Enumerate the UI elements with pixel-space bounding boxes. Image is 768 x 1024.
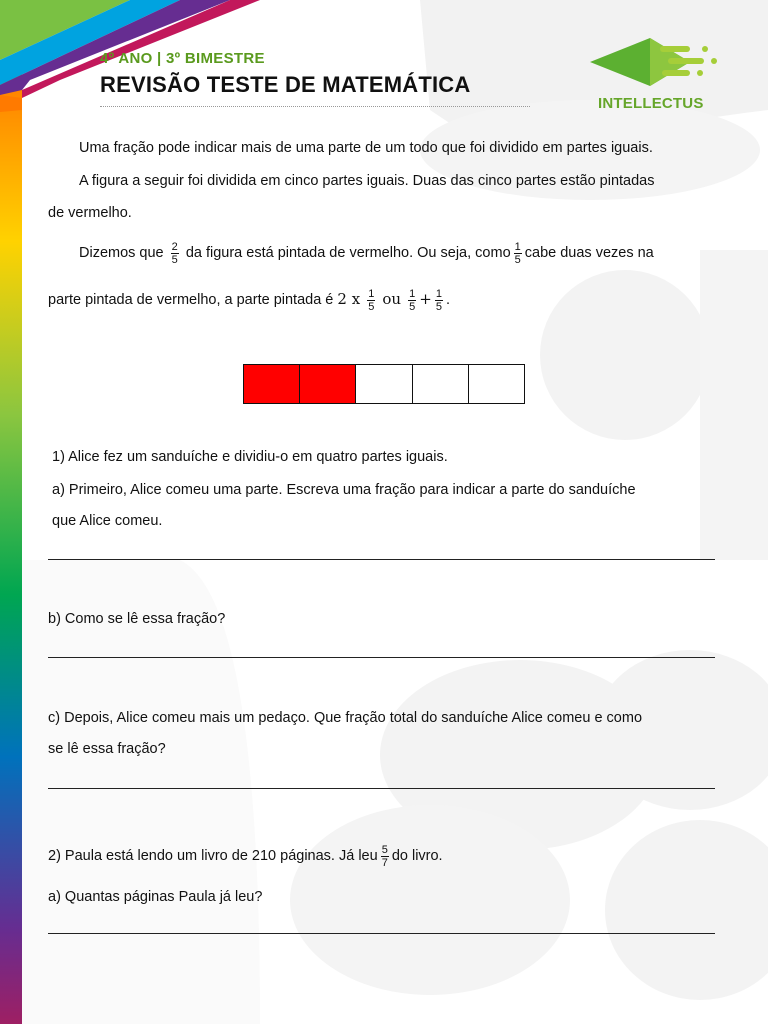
question-1c-line-2: se lê essa fração? bbox=[48, 741, 166, 757]
answer-line-1b[interactable] bbox=[48, 657, 715, 658]
fraction-two-fifths: $\frac{2}{5}$ bbox=[171, 240, 178, 266]
question-1-stem: 1) Alice fez um sanduíche e dividiu-o em quatro partes iguais. bbox=[52, 449, 448, 465]
intro-p3-text-c: cabe duas vezes na bbox=[524, 245, 654, 261]
question-2-text-a: 2) Paula está lendo um livro de 210 páginas. Já leu bbox=[48, 848, 378, 864]
math-period: . bbox=[445, 292, 450, 308]
fraction-five-sevenths: $\frac{5}{7}$ bbox=[381, 843, 388, 869]
figure-part-painted bbox=[300, 365, 356, 403]
math-plus: + bbox=[419, 290, 432, 308]
intro-paragraph-4 bbox=[48, 281, 450, 318]
figure-part-blank bbox=[413, 365, 469, 403]
fraction-figure bbox=[243, 364, 525, 404]
answer-line-2a[interactable] bbox=[48, 933, 715, 934]
question-1a-line-2: que Alice comeu. bbox=[52, 513, 163, 529]
figure-part-blank bbox=[356, 365, 412, 403]
question-1b: b) Como se lê essa fração? bbox=[48, 611, 226, 627]
intro-paragraph-2-line-1: A figura a seguir foi dividida em cinco partes iguais. Duas das cinco partes estão pintadas bbox=[79, 173, 655, 189]
figure-part-painted bbox=[244, 365, 300, 403]
intro-paragraph-1: Uma fração pode indicar mais de uma parte de um todo que foi dividido em partes iguais. bbox=[79, 140, 653, 156]
answer-line-1a[interactable] bbox=[48, 559, 715, 560]
math-two-times: 2 x bbox=[337, 290, 361, 308]
intro-p3-text-a: Dizemos que bbox=[79, 245, 164, 261]
fraction-one-fifth-b: $\frac{1}{5}$ bbox=[409, 287, 416, 313]
question-1a-line-1: a) Primeiro, Alice comeu uma parte. Escreva uma fração para indicar a parte do sanduíche bbox=[52, 482, 636, 498]
question-2a: a) Quantas páginas Paula já leu? bbox=[48, 889, 263, 905]
answer-line-1c[interactable] bbox=[48, 788, 715, 789]
logo-text: INTELLECTUS bbox=[598, 95, 704, 112]
question-1c-line-1: c) Depois, Alice comeu mais um pedaço. Que fração total do sanduíche Alice comeu e como bbox=[48, 710, 643, 726]
intro-p3-text-b: da figura está pintada de vermelho. Ou seja, como bbox=[185, 245, 511, 261]
page-title: REVISÃO TESTE DE MATEMÁTICA bbox=[100, 72, 471, 97]
question-2-text-b: do livro. bbox=[391, 848, 443, 864]
fraction-one-fifth: $\frac{1}{5}$ bbox=[514, 240, 521, 266]
intro-paragraph-2-line-2: de vermelho. bbox=[48, 205, 132, 221]
header-subtitle: 4º ANO | 3º BIMESTRE bbox=[100, 50, 265, 67]
fraction-one-fifth-c: $\frac{1}{5}$ bbox=[435, 287, 442, 313]
math-or: ou bbox=[382, 290, 402, 308]
figure-part-blank bbox=[469, 365, 524, 403]
question-2-stem bbox=[48, 838, 443, 874]
intro-p4-text-a: parte pintada de vermelho, a parte pintada é bbox=[48, 292, 334, 308]
fraction-one-fifth-a: $\frac{1}{5}$ bbox=[368, 287, 375, 313]
intro-paragraph-3 bbox=[79, 235, 654, 271]
